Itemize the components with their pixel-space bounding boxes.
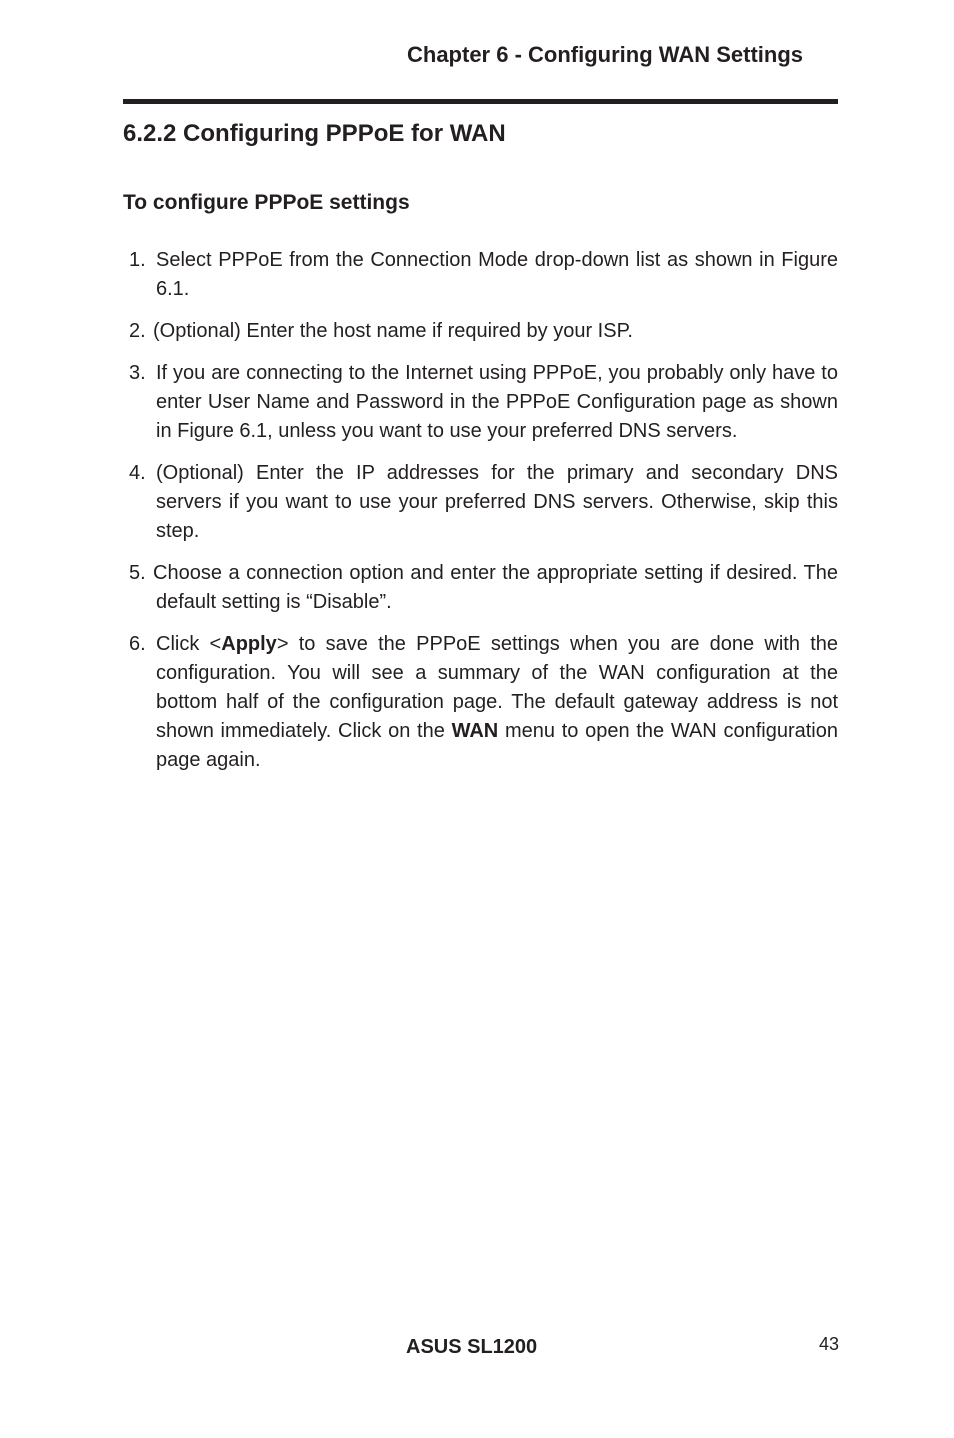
step-1 [129,246,838,304]
step-number: 3. [129,362,146,384]
step-4 [129,459,838,546]
footer-product-name: ASUS SL1200 [406,1336,538,1358]
header-rule [123,99,838,104]
step-number: 5. [129,562,146,584]
step-number: 1. [129,249,146,271]
step-text: Select PPPoE from the Connection Mode drop-down list as shown in Figure 6.1. [156,249,838,300]
page-number: 43 [819,1334,840,1354]
step-text: If you are connecting to the Internet using PPPoE, you probably only have to enter User Name and Password in the PPPoE Configuration page as shown in Figure 6.1, unless you want to use your preferred DNS servers. [156,362,838,442]
step-text [156,633,838,771]
procedure-heading: To configure PPPoE settings [123,191,410,214]
section-title: 6.2.2 Configuring PPPoE for WAN [123,120,506,147]
step-2 [129,317,838,346]
step-number: 6. [129,633,146,655]
step-number: 4. [129,462,146,484]
step-text: Choose a connection option and enter the appropriate setting if desired. The default setting is “Disable”. [153,562,838,613]
step-number: 2. [129,320,146,342]
wan-menu-reference: WAN [451,720,499,742]
steps-list [129,246,838,788]
apply-button-reference: Apply [221,633,277,655]
step-3 [129,359,838,446]
chapter-header: Chapter 6 - Configuring WAN Settings [407,42,803,67]
step-text-part: menu to open the WAN configuration page again. [156,720,838,771]
step-6 [129,630,838,775]
step-5 [129,559,838,617]
step-text: (Optional) Enter the host name if required by your ISP. [153,320,633,342]
step-text-part: > to save the PPPoE settings when you are done with the configuration. You will see a summary of the WAN configuration at the bottom half of the configuration page. The default gateway address is not shown immediately. Click on the [156,633,838,742]
step-text: (Optional) Enter the IP addresses for the primary and secondary DNS servers if you want to use your preferred DNS servers. Otherwise, skip this step. [156,462,838,542]
step-text-part: Click < [156,633,222,655]
